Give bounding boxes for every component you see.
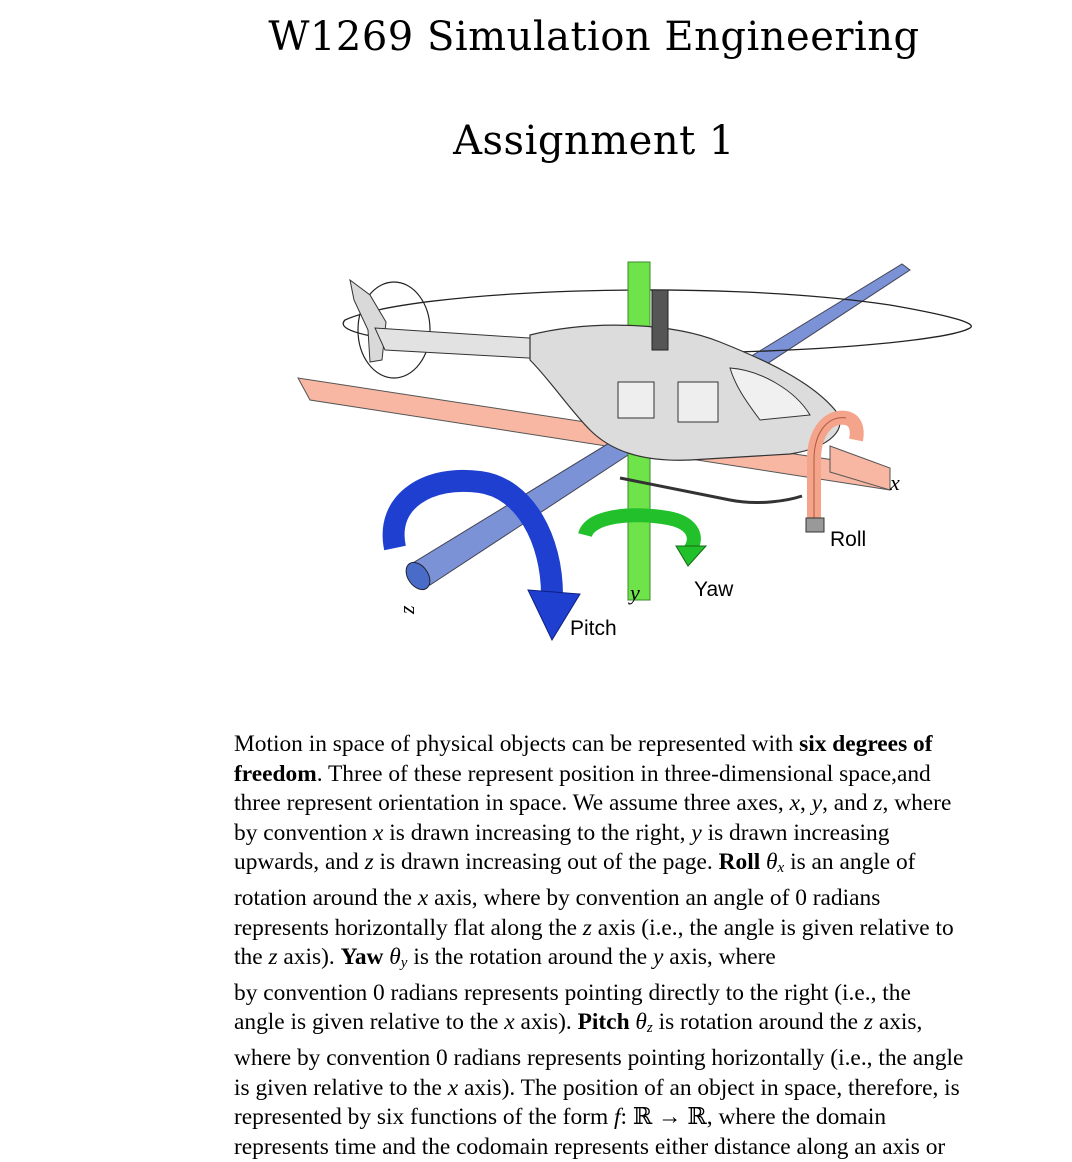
x-axis-label: x xyxy=(890,470,900,495)
y-axis-label: y xyxy=(630,580,640,605)
text-line: by convention 0 radians represents pointing directly to the right (i.e., the xyxy=(234,979,911,1006)
z-axis-label: z xyxy=(394,605,419,614)
pitch-label: Pitch xyxy=(570,617,617,640)
rotor-mast xyxy=(652,290,668,350)
yaw-arrowhead xyxy=(676,546,706,566)
tail-fin xyxy=(350,280,386,362)
course-title: W1269 Simulation Engineering xyxy=(268,14,920,60)
text-line: rotation around the x axis, where by convention an angle of 0 radians xyxy=(234,884,881,911)
text-line: Motion in space of physical objects can be represented with six degrees of xyxy=(234,731,933,757)
text-line: where by convention 0 radians represents pointing horizontally (i.e., the angle xyxy=(234,1044,964,1071)
text-line: freedom. Three of these represent position in three-dimensional space,and xyxy=(234,760,931,787)
text-line: by convention x is drawn increasing to the right, y is drawn increasing xyxy=(234,819,890,846)
door-window xyxy=(618,382,654,418)
door-window-2 xyxy=(678,382,718,422)
roll-label: Roll xyxy=(830,528,867,551)
text-line: represents horizontally flat along the z axis (i.e., the angle is given relative to xyxy=(234,914,954,941)
body-paragraph xyxy=(234,730,1044,1162)
text-line: represents time and the codomain represents either distance along an axis or xyxy=(234,1133,946,1160)
text-line: angle is given relative to the x axis). Pitch $\theta_z$ is rotation around the z axis, xyxy=(234,1009,923,1037)
text-line: upwards, and z is drawn increasing out of the page. Roll $\theta_x$ is an angle of xyxy=(234,849,916,877)
text-line: three represent orientation in space. We assume three axes, x, y, and z, where xyxy=(234,790,952,817)
text-line: represented by six functions of the form f: ℝ → ℝ, where the domain xyxy=(234,1104,887,1131)
assignment-title: Assignment 1 xyxy=(453,118,735,164)
text-line: is given relative to the x axis). The position of an object in space, therefore, is xyxy=(234,1074,960,1101)
text-line: the z axis). Yaw $\theta_y$ is the rotation around the y axis, where xyxy=(234,944,776,972)
helicopter-axes-figure xyxy=(290,250,990,670)
yaw-label: Yaw xyxy=(694,578,734,601)
roll-arrow-tail xyxy=(806,518,824,532)
